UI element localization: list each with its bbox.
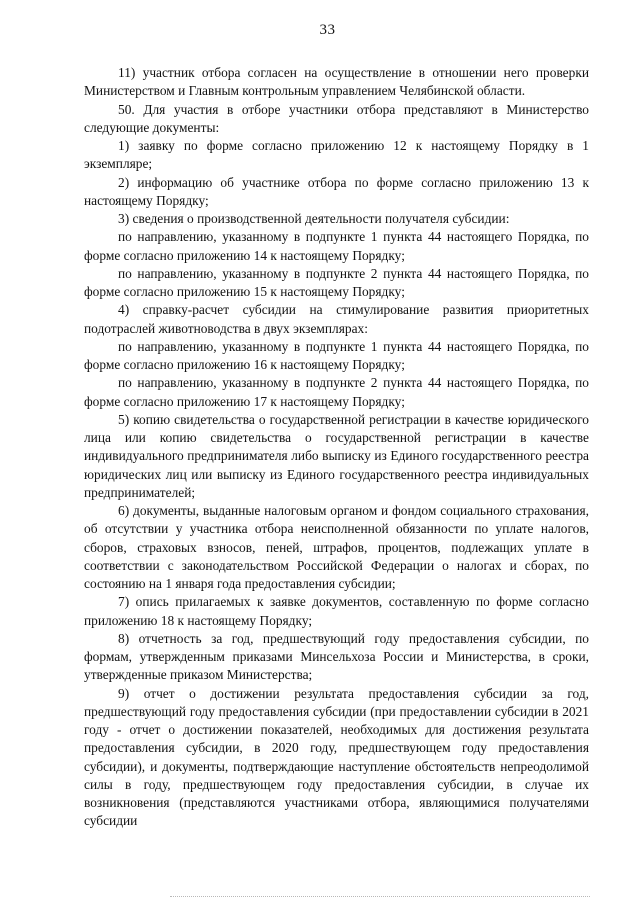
paragraph-item-6-tax-documents: 6) документы, выданные налоговым органом и фондом социального страхования, об отсутствии у участника отбора неисполненной обязанности по уплате налогов, сборов, страховых взносов, пеней, штрафов, процентов, подлежащих уплате в соответствии с законодательством Российской Федерации о налогах и сборах, по состоянию на 1 января года предоставления субсидии; bbox=[84, 503, 589, 591]
document-body bbox=[84, 64, 589, 831]
paragraph-direction-1-appendix-16: по направлению, указанному в подпункте 1 пункта 44 настоящего Порядка, по форме согласно приложению 16 к настоящему Порядку; bbox=[84, 338, 589, 372]
paragraph-direction-2-appendix-15: по направлению, указанному в подпункте 2 пункта 44 настоящего Порядка, по форме согласно приложению 15 к настоящему Порядку; bbox=[84, 265, 589, 299]
footer-divider bbox=[170, 896, 590, 897]
paragraph-item-4-calculation: 4) справку-расчет субсидии на стимулирование развития приоритетных подотраслей животноводства в двух экземплярах: bbox=[84, 302, 589, 336]
paragraph-item-8-reporting: 8) отчетность за год, предшествующий году предоставления субсидии, по формам, утвержденным приказами Минсельхоза России и Министерства, в сроки, утвержденные приказом Министерства; bbox=[84, 630, 589, 683]
paragraph-item-9-result-report: 9) отчет о достижении результата предоставления субсидии за год, предшествующий году предоставления субсидии (при предоставлении субсидии в 2021 году - отчет о достижении показателей, необходимых для достижения результата предоставления субсидии, в 2020 году, предшествующем году предоставления субсидии), и документы, подтверждающие наступление обстоятельств непреодолимой силы в году, предшествующем году предоставления субсидии, в случае их возникновения (представляются участниками отбора, являющимися получателями субсидии bbox=[84, 685, 589, 829]
paragraph-direction-2-appendix-17: по направлению, указанному в подпункте 2 пункта 44 настоящего Порядка, по форме согласно приложению 17 к настоящему Порядку; bbox=[84, 375, 589, 409]
paragraph-direction-1-appendix-14: по направлению, указанному в подпункте 1 пункта 44 настоящего Порядка, по форме согласно приложению 14 к настоящему Порядку; bbox=[84, 229, 589, 263]
paragraph-item-2-participant-info: 2) информацию об участнике отбора по форме согласно приложению 13 к настоящему Порядку; bbox=[84, 174, 589, 208]
paragraph-item-3-production-info: 3) сведения о производственной деятельности получателя субсидии: bbox=[118, 211, 510, 226]
paragraph-item-7-inventory: 7) опись прилагаемых к заявке документов, составленную по форме согласно приложению 18 к настоящему Порядку; bbox=[84, 594, 589, 628]
page-number: 33 bbox=[319, 22, 336, 38]
paragraph-item-11: 11) участник отбора согласен на осуществление в отношении него проверки Министерством и Главным контрольным управлением Челябинской области. bbox=[84, 65, 589, 99]
paragraph-clause-50: 50. Для участия в отборе участники отбора представляют в Министерство следующие документы: bbox=[84, 101, 589, 135]
paragraph-item-5-registration-copy: 5) копию свидетельства о государственной регистрации в качестве юридического лица или копию свидетельства о государственной регистрации в качестве индивидуального предпринимателя либо выписку из Единого государственного реестра юридических лиц или выписку из Единого государственного реестра индивидуальных предпринимателей; bbox=[84, 411, 589, 500]
paragraph-item-1-application: 1) заявку по форме согласно приложению 12 к настоящему Порядку в 1 экземпляре; bbox=[84, 138, 589, 172]
